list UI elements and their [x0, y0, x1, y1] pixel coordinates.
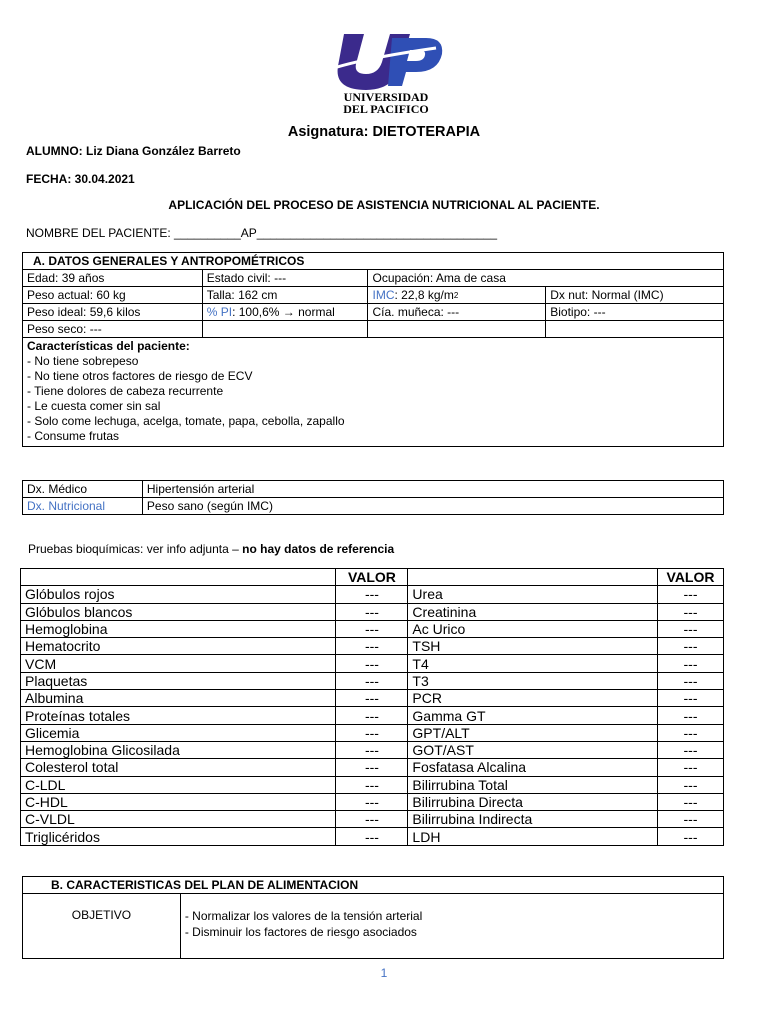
- biotipo-cell: Biotipo: ---: [546, 304, 724, 321]
- student-name: ALUMNO: Liz Diana González Barreto: [26, 144, 241, 158]
- test-name-cell: T3: [408, 672, 658, 689]
- dx-nutricional-label: Dx. Nutricional: [23, 498, 143, 515]
- imc-label: IMC: [372, 287, 395, 302]
- objetivo-label: OBJETIVO: [23, 894, 181, 959]
- test-value-cell: ---: [336, 741, 408, 758]
- test-value-cell: ---: [336, 811, 408, 828]
- subject-title: Asignatura: DIETOTERAPIA: [287, 124, 481, 140]
- test-name-cell: Triglicéridos: [21, 828, 336, 845]
- test-name-cell: Plaquetas: [21, 672, 336, 689]
- objetivos-cell: [180, 894, 723, 959]
- table-row: [21, 638, 724, 655]
- test-name-cell: Bilirrubina Indirecta: [408, 811, 658, 828]
- patient-name-line: NOMBRE DEL PACIENTE: __________AP____________________________________: [26, 226, 498, 240]
- table-row: [21, 724, 724, 741]
- test-value-cell: ---: [336, 620, 408, 637]
- page-number: 1: [380, 966, 388, 980]
- characteristic-item: - Solo come lechuga, acelga, tomate, papa, cebolla, zapallo: [27, 414, 345, 428]
- test-value-cell: ---: [658, 759, 724, 776]
- feeding-plan-table: [22, 876, 724, 959]
- test-name-cell: Glóbulos blancos: [21, 603, 336, 620]
- test-value-cell: ---: [658, 603, 724, 620]
- dx-medico-value: Hipertensión arterial: [142, 481, 723, 498]
- peso-actual-cell: Peso actual: 60 kg: [23, 287, 203, 304]
- table-row: [21, 586, 724, 603]
- logo-line1: UNIVERSIDAD: [343, 90, 429, 104]
- estado-civil-cell: Estado civil: ---: [202, 270, 368, 287]
- test-name-cell: Gamma GT: [408, 707, 658, 724]
- characteristic-item: - No tiene sobrepeso: [27, 354, 139, 368]
- table-row: [21, 707, 724, 724]
- empty-cell: [546, 321, 724, 338]
- empty-cell: [368, 321, 546, 338]
- objetivo-item: - Disminuir los factores de riesgo asociados: [184, 925, 417, 939]
- test-value-cell: ---: [336, 690, 408, 707]
- test-value-cell: ---: [658, 586, 724, 603]
- biochemical-table: [20, 568, 724, 846]
- test-value-cell: ---: [658, 811, 724, 828]
- university-logo: [326, 28, 446, 114]
- test-name-cell: Fosfatasa Alcalina: [408, 759, 658, 776]
- test-name-cell: C-HDL: [21, 793, 336, 810]
- test-value-cell: ---: [336, 672, 408, 689]
- table-row: [21, 672, 724, 689]
- document-date: FECHA: 30.04.2021: [26, 172, 135, 186]
- test-name-cell: C-VLDL: [21, 811, 336, 828]
- table-row: [21, 620, 724, 637]
- peso-ideal-cell: Peso ideal: 59,6 kilos: [23, 304, 203, 321]
- table-row: [21, 690, 724, 707]
- test-value-cell: ---: [658, 638, 724, 655]
- test-name-cell: Bilirrubina Total: [408, 776, 658, 793]
- objetivo-item: - Normalizar los valores de la tensión arterial: [184, 909, 423, 923]
- characteristics-title: Características del paciente:: [27, 339, 190, 353]
- empty-cell: [202, 321, 368, 338]
- test-value-cell: ---: [658, 828, 724, 845]
- biochemical-intro-text: Pruebas bioquímicas: ver info adjunta –: [28, 542, 243, 556]
- biochemical-intro-note: no hay datos de referencia: [242, 542, 395, 556]
- table-row: [21, 811, 724, 828]
- characteristic-item: - No tiene otros factores de riesgo de ECV: [27, 369, 253, 383]
- imc-cell: [368, 287, 546, 304]
- test-value-cell: ---: [658, 707, 724, 724]
- imc-superscript: 2: [453, 290, 459, 300]
- edad-cell: Edad: 39 años: [23, 270, 203, 287]
- test-name-cell: Hematocrito: [21, 638, 336, 655]
- value-header: VALOR: [658, 569, 724, 586]
- table-row: [21, 776, 724, 793]
- logo-line2: DEL PACIFICO: [343, 102, 429, 114]
- test-name-cell: Proteínas totales: [21, 707, 336, 724]
- test-name-cell: T4: [408, 655, 658, 672]
- test-name-cell: LDH: [408, 828, 658, 845]
- table-row: [21, 828, 724, 845]
- test-name-cell: Albumina: [21, 690, 336, 707]
- test-value-cell: ---: [336, 776, 408, 793]
- biochemical-intro: [28, 542, 394, 556]
- test-value-cell: ---: [336, 638, 408, 655]
- general-data-table: [22, 252, 724, 447]
- characteristic-item: - Consume frutas: [27, 429, 120, 443]
- test-value-cell: ---: [658, 741, 724, 758]
- test-value-cell: ---: [336, 828, 408, 845]
- imc-value: : 22,8 kg/m: [394, 287, 454, 302]
- test-name-cell: Colesterol total: [21, 759, 336, 776]
- pi-value: : 100,6% → normal: [232, 304, 335, 319]
- test-value-cell: ---: [658, 655, 724, 672]
- dx-medico-label: Dx. Médico: [23, 481, 143, 498]
- test-value-cell: ---: [658, 724, 724, 741]
- test-value-cell: ---: [336, 724, 408, 741]
- test-value-cell: ---: [336, 707, 408, 724]
- table-row: [21, 759, 724, 776]
- table-row: [21, 741, 724, 758]
- test-name-cell: Creatinina: [408, 603, 658, 620]
- peso-seco-cell: Peso seco: ---: [23, 321, 203, 338]
- test-name-cell: Glicemia: [21, 724, 336, 741]
- document-heading: APLICACIÓN DEL PROCESO DE ASISTENCIA NUTRICIONAL AL PACIENTE.: [168, 198, 600, 212]
- empty-header-cell: [21, 569, 336, 586]
- test-name-cell: PCR: [408, 690, 658, 707]
- test-name-cell: Ac Urico: [408, 620, 658, 637]
- test-value-cell: ---: [658, 793, 724, 810]
- dx-nutricional-value: Peso sano (según IMC): [142, 498, 723, 515]
- test-value-cell: ---: [336, 655, 408, 672]
- table-row: [21, 655, 724, 672]
- value-header: VALOR: [336, 569, 408, 586]
- pi-label: % PI: [206, 304, 233, 319]
- test-name-cell: GPT/ALT: [408, 724, 658, 741]
- test-name-cell: Bilirrubina Directa: [408, 793, 658, 810]
- ocupacion-cell: Ocupación: Ama de casa: [368, 270, 724, 287]
- section-a-title: A. DATOS GENERALES Y ANTROPOMÉTRICOS: [23, 253, 724, 270]
- talla-cell: Talla: 162 cm: [202, 287, 368, 304]
- test-value-cell: ---: [658, 620, 724, 637]
- dx-nut-cell: Dx nut: Normal (IMC): [546, 287, 724, 304]
- section-b-title: B. CARACTERISTICAS DEL PLAN DE ALIMENTACION: [23, 877, 724, 894]
- test-value-cell: ---: [336, 793, 408, 810]
- test-name-cell: C-LDL: [21, 776, 336, 793]
- test-name-cell: Hemoglobina: [21, 620, 336, 637]
- test-name-cell: GOT/AST: [408, 741, 658, 758]
- test-value-cell: ---: [658, 672, 724, 689]
- test-name-cell: VCM: [21, 655, 336, 672]
- test-name-cell: TSH: [408, 638, 658, 655]
- test-value-cell: ---: [336, 759, 408, 776]
- table-row: [21, 793, 724, 810]
- characteristic-item: - Le cuesta comer sin sal: [27, 399, 161, 413]
- cia-muneca-cell: Cía. muñeca: ---: [368, 304, 546, 321]
- characteristics-cell: [23, 338, 724, 447]
- test-value-cell: ---: [658, 776, 724, 793]
- test-name-cell: Urea: [408, 586, 658, 603]
- characteristic-item: - Tiene dolores de cabeza recurrente: [27, 384, 224, 398]
- test-name-cell: Hemoglobina Glicosilada: [21, 741, 336, 758]
- empty-header-cell: [408, 569, 658, 586]
- test-value-cell: ---: [658, 690, 724, 707]
- diagnosis-table: [22, 480, 724, 515]
- test-value-cell: ---: [336, 603, 408, 620]
- pi-cell: [202, 304, 368, 321]
- table-row: [21, 603, 724, 620]
- test-value-cell: ---: [336, 586, 408, 603]
- test-name-cell: Glóbulos rojos: [21, 586, 336, 603]
- up-logo-mark: [326, 28, 446, 114]
